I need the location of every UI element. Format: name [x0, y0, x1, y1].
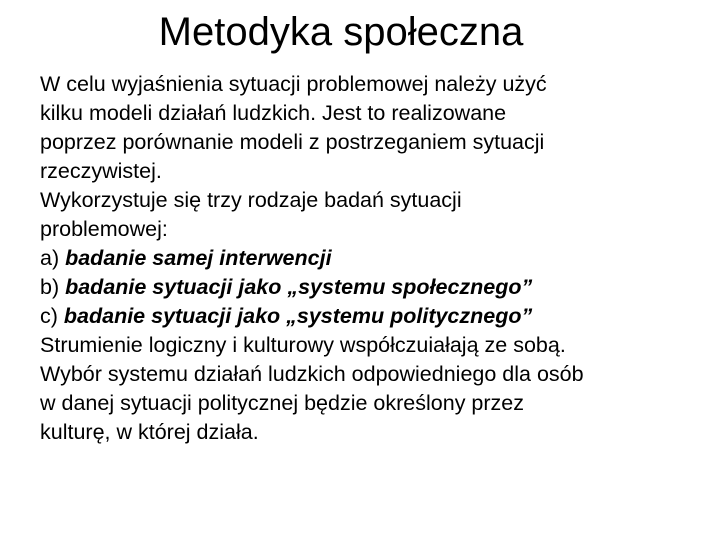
list-item-prefix: b) [40, 275, 66, 299]
body-line: Wykorzystuje się trzy rodzaje badań sytuacji [40, 188, 462, 212]
body-line: kulturę, w której działa. [40, 420, 259, 444]
slide-title: Metodyka społeczna [158, 10, 524, 54]
body-line: poprzez porównanie modeli z postrzeganiem sytuacji [40, 130, 545, 154]
body-line: W celu wyjaśnienia sytuacji problemowej należy użyć [40, 72, 547, 96]
body-line: Wybór systemu działań ludzkich odpowiedniego dla osób [40, 362, 584, 386]
slide-body [40, 70, 710, 447]
body-line: Strumienie logiczny i kulturowy współczuiałają ze sobą. [40, 333, 566, 357]
body-line: w danej sytuacji politycznej będzie określony przez [40, 391, 524, 415]
body-line: problemowej: [40, 217, 168, 241]
list-item-prefix: c) [40, 304, 64, 328]
list-item-a [40, 244, 710, 273]
body-line: rzeczywistej. [40, 159, 162, 183]
list-item-prefix: a) [40, 246, 66, 270]
list-item-c [40, 302, 710, 331]
body-line: kilku modeli działań ludzkich. Jest to realizowane [40, 101, 507, 125]
list-item-b [40, 273, 710, 302]
list-item-emphasis: badanie samej interwencji [65, 246, 332, 270]
list-item-emphasis: badanie sytuacji jako „systemu społecznego” [65, 275, 533, 299]
list-item-emphasis: badanie sytuacji jako „systemu politycznego” [63, 304, 533, 328]
